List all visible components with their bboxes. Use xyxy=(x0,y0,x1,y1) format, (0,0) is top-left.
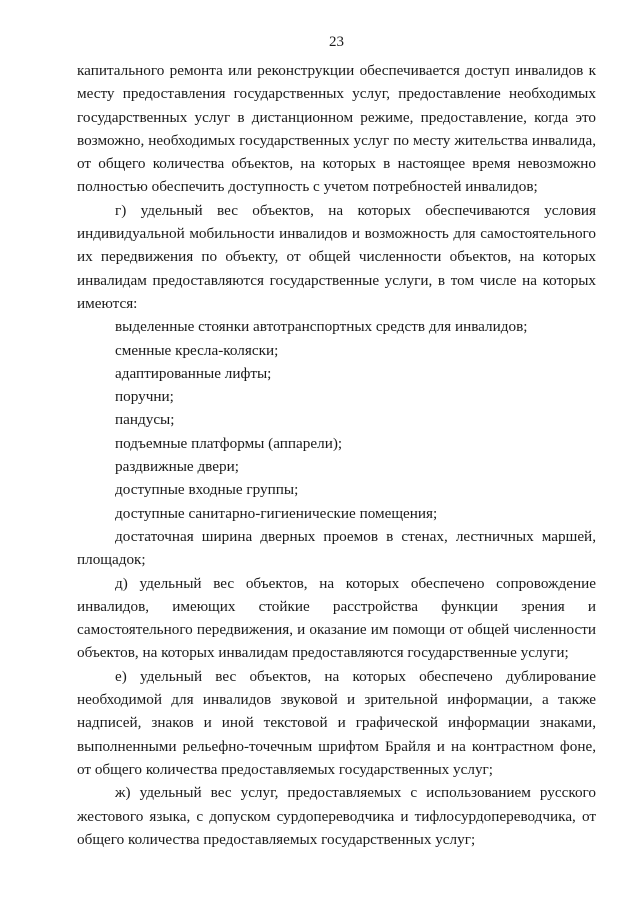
paragraph-item-g: г) удельный вес объектов, на которых обеспечиваются условия индивидуальной мобильности инвалидов и возможность для самостоятельного их передвижения по объекту, от общей численности объектов, на которых инвалидам предоставляются государственные услуги, в том числе на которых имеются: xyxy=(77,201,596,312)
page-number: 23 xyxy=(329,34,344,50)
list-item-door-width: достаточная ширина дверных проемов в стенах, лестничных маршей, площадок; xyxy=(77,527,596,569)
list-item-sanitary-rooms: доступные санитарно-гигиенические помещения; xyxy=(115,504,438,522)
list-item-lift-platforms: подъемные платформы (аппарели); xyxy=(115,434,343,452)
list-item-handrails: поручни; xyxy=(115,388,174,406)
list-item-entrances: доступные входные группы; xyxy=(115,481,299,499)
document-body xyxy=(77,59,596,851)
list-item-elevators: адаптированные лифты; xyxy=(115,364,272,382)
list-item-ramps: пандусы; xyxy=(115,411,175,429)
paragraph-item-d: д) удельный вес объектов, на которых обеспечено сопровождение инвалидов, имеющих стойкие расстройства функции зрения и самостоятельного передвижения, и оказание им помощи от общей численности объектов, на которых инвалидам предоставляются государственные услуги; xyxy=(77,574,596,662)
paragraph-item-zh: ж) удельный вес услуг, предоставляемых с использованием русского жестового языка, с допуском сурдопереводчика и тифлосурдопереводчика, от общего количества предоставляемых государственных услуг; xyxy=(77,784,596,848)
paragraph-item-e: е) удельный вес объектов, на которых обеспечено дублирование необходимой для инвалидов звуковой и зрительной информации, а также надписей, знаков и иной текстовой и графической информации знаками, выполненными рельефно-точечным шрифтом Брайля и на контрастном фоне, от общего количества предоставляемых государственных услуг; xyxy=(77,667,596,778)
list-item-parking: выделенные стоянки автотранспортных средств для инвалидов; xyxy=(115,318,528,336)
list-item-sliding-doors: раздвижные двери; xyxy=(115,458,239,476)
list-item-wheelchairs: сменные кресла-коляски; xyxy=(115,341,279,359)
paragraph-continuation: капитального ремонта или реконструкции обеспечивается доступ инвалидов к месту предоставления государственных услуг, предоставление необходимых государственных услуг в дистанционном режиме, предоставление, когда это возможно, необходимых государственных услуг по месту жительства инвалида, от общего количества объектов, на которых в настоящее время невозможно полностью обеспечить доступность с учетом потребностей инвалидов; xyxy=(77,62,596,196)
